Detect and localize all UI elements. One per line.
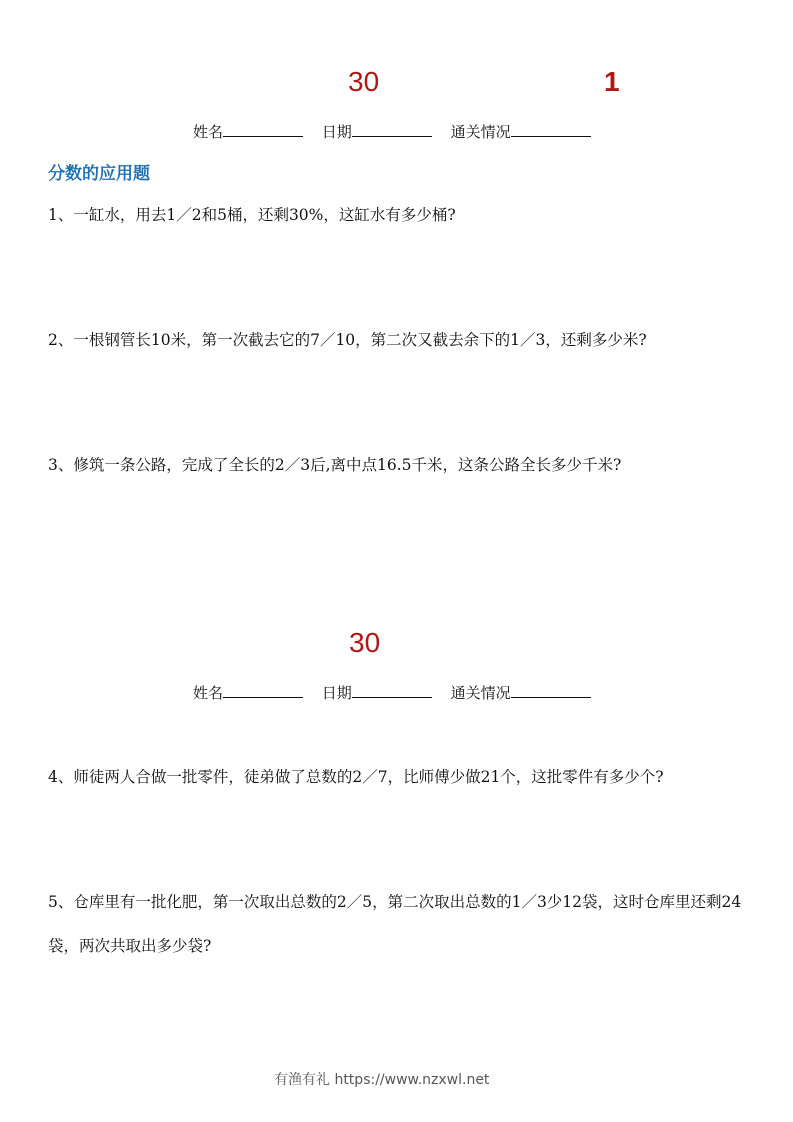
name-field-2 [193,683,303,703]
question-3: 3、修筑一条公路，完成了全长的2／3后,离中点16.5千米，这条公路全长多少千米? [48,456,622,474]
question-1: 1、一缸水，用去1／2和5桶，还剩30%，这缸水有多少桶? [48,206,456,224]
date-label: 日期 [321,123,352,141]
date-blank[interactable] [352,122,432,137]
section-heading: 分数的应用题 [48,164,150,184]
student-info-row [193,122,605,142]
worksheet-day-number: 1 [604,66,620,97]
student-info-row-2 [193,683,605,703]
date-blank[interactable] [352,683,432,698]
worksheet-title-number-2: 30 [349,627,381,658]
name-field [193,122,303,142]
worksheet-title-number: 30 [348,66,380,97]
status-label: 通关情况 [450,684,511,702]
status-field-2 [451,683,591,703]
status-field [451,122,591,142]
name-blank[interactable] [223,122,303,137]
name-blank[interactable] [223,683,303,698]
status-label: 通关情况 [450,123,511,141]
status-blank[interactable] [511,683,591,698]
date-label: 日期 [321,684,352,702]
footer-watermark: 有渔有礼 https://www.nzxwl.net [274,1072,490,1088]
date-field [322,122,432,142]
date-field-2 [322,683,432,703]
question-4: 4、师徒两人合做一批零件，徒弟做了总数的2／7，比师傅少做21个，这批零件有多少个? [48,768,664,786]
name-label: 姓名 [193,123,224,141]
name-label: 姓名 [193,684,224,702]
question-2: 2、一根钢管长10米，第一次截去它的7／10，第二次又截去余下的1／3，还剩多少米? [48,331,647,349]
question-5: 5、仓库里有一批化肥，第一次取出总数的2／5，第二次取出总数的1／3少12袋，这时仓库里还剩24袋，两次共取出多少袋? [48,893,742,955]
status-blank[interactable] [511,122,591,137]
